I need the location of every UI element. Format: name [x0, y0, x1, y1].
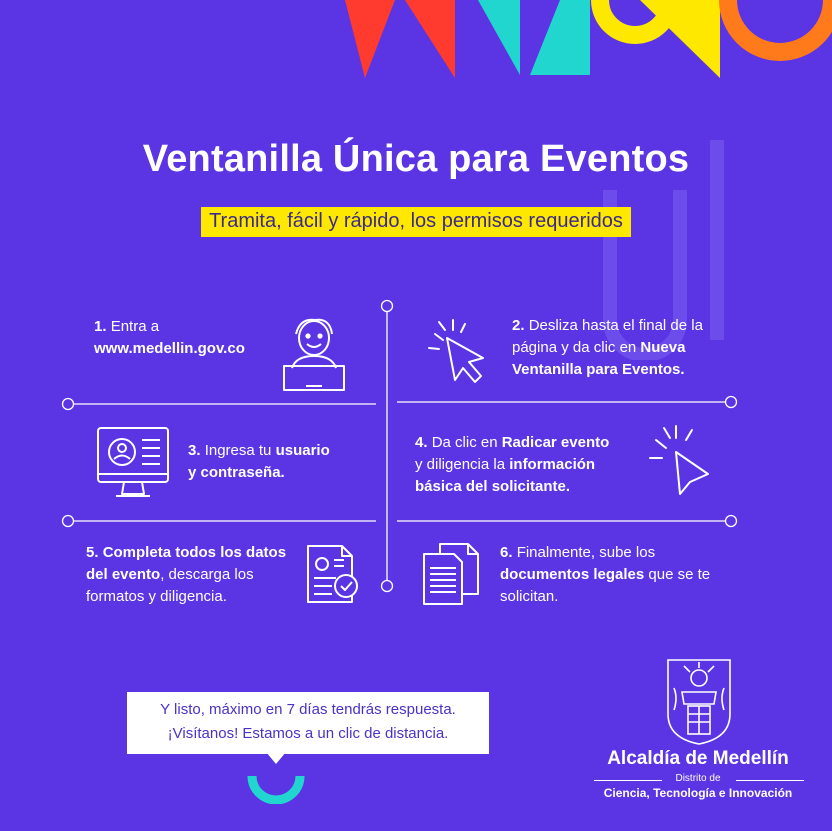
step-1-link[interactable]: www.medellin.gov.co [94, 340, 245, 357]
step-5 [86, 542, 298, 608]
step-1-number: 1. [94, 318, 107, 335]
medellin-coat-of-arms-icon [664, 658, 734, 746]
step-3-number: 3. [188, 442, 201, 459]
step-4-bold-2: información básica del solicitante. [415, 456, 596, 495]
step-5-text: , descarga los formatos y diligencia. [86, 566, 254, 605]
step-3-text: Ingresa tu [204, 442, 272, 459]
step-1 [94, 316, 294, 360]
step-6-number: 6. [500, 544, 513, 561]
step-2-bold: Nueva Ventanilla para Eventos. [512, 339, 686, 378]
step-4-text-2: y diligencia la [415, 456, 506, 473]
step-2-text: Desliza hasta el final de la página y da clic en [512, 317, 703, 356]
person-at-computer-icon [282, 314, 348, 394]
bubble-pointer [266, 752, 286, 764]
step-5-bold: Completa todos los datos del evento [86, 544, 287, 583]
closing-message-line-1: Y listo, máximo en 7 días tendrás respuesta. [160, 701, 456, 718]
step-3-bold-2: contraseña. [200, 464, 285, 481]
step-4-text: Da clic en [431, 434, 498, 451]
document-check-icon [306, 544, 362, 606]
bubble-pointer-arc [246, 752, 306, 804]
step-3-bold-1: usuario [275, 442, 330, 459]
page-title: Ventanilla Única para Eventos [142, 138, 690, 180]
step-5-number: 5. [86, 544, 99, 561]
login-monitor-icon [96, 426, 170, 500]
cursor-click-icon-2 [648, 424, 714, 496]
subtitle: Tramita, fácil y rápido, los permisos requeridos [201, 207, 631, 237]
logo-rule-right [736, 780, 804, 781]
logo-subtitle-2: Ciencia, Tecnología e Innovación [603, 786, 793, 800]
logo-name: Alcaldía de Medellín [607, 748, 789, 769]
step-6 [500, 542, 722, 608]
cyan-arc [252, 776, 300, 800]
closing-message-line-2: ¡Visítanos! Estamos a un clic de distancia. [167, 725, 449, 742]
step-3 [188, 440, 368, 484]
step-4-number: 4. [415, 434, 428, 451]
logo-subtitle-1: Distrito de [675, 773, 721, 784]
cursor-click-icon [425, 318, 491, 390]
closing-message-bubble [127, 692, 489, 754]
step-6-bold: documentos legales [500, 566, 645, 583]
step-4 [415, 432, 645, 498]
step-6-text: Finalmente, sube los [516, 544, 656, 561]
step-3-text-2: y [188, 464, 197, 481]
step-2-number: 2. [512, 317, 525, 334]
step-4-bold-1: Radicar evento [501, 434, 610, 451]
step-2 [512, 315, 732, 381]
step-1-text: Entra a [110, 318, 160, 335]
step-6-text-2: que se te solicitan. [500, 566, 711, 605]
documents-stack-icon [420, 542, 484, 608]
